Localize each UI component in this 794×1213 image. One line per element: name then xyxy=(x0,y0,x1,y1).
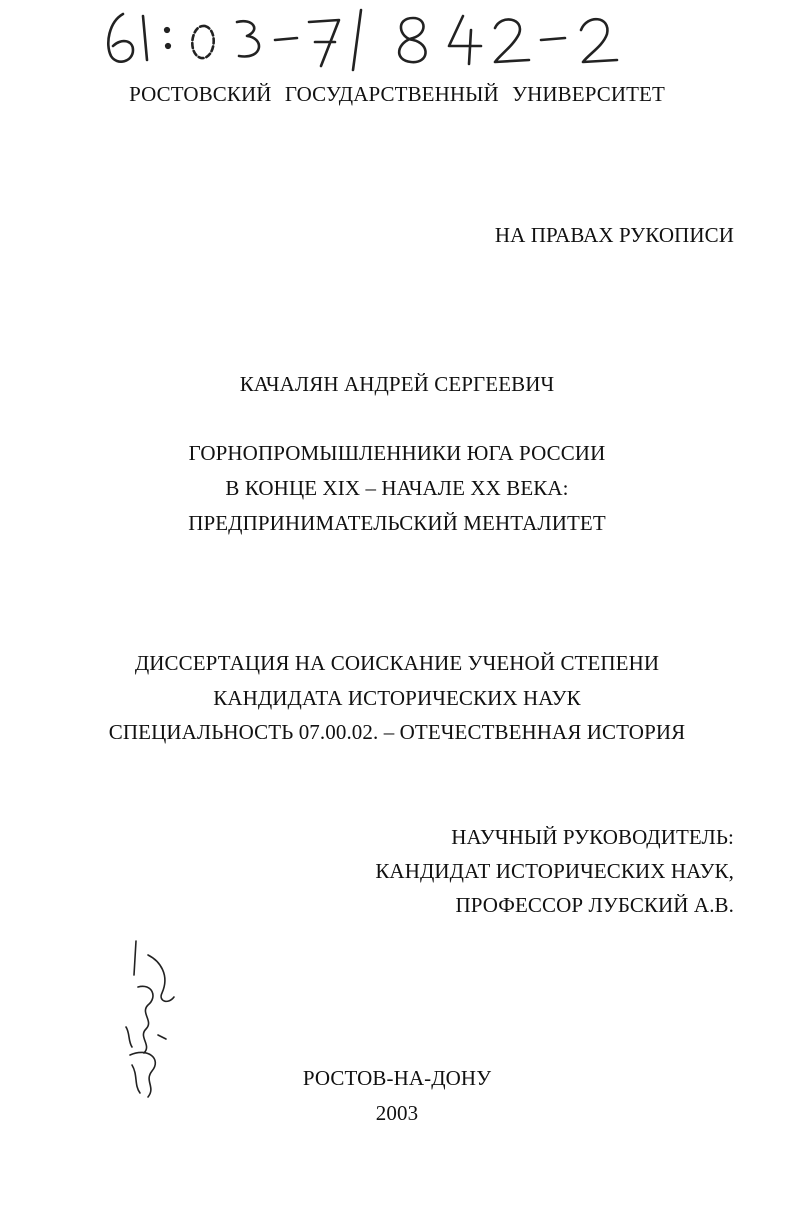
supervisor-line-1: НАУЧНЫЙ РУКОВОДИТЕЛЬ: xyxy=(451,825,734,849)
manuscript-rights: НА ПРАВАХ РУКОПИСИ xyxy=(494,223,734,247)
dissertation-line-1: ДИССЕРТАЦИЯ НА СОИСКАНИЕ УЧЕНОЙ СТЕПЕНИ xyxy=(134,651,660,675)
dissertation-line-3: СПЕЦИАЛЬНОСТЬ 07.00.02. – ОТЕЧЕСТВЕННАЯ ИСТОРИЯ xyxy=(108,720,686,744)
handwritten-catalog-number xyxy=(95,4,695,74)
city: РОСТОВ-НА-ДОНУ xyxy=(302,1066,492,1090)
dissertation-line-2: КАНДИДАТА ИСТОРИЧЕСКИХ НАУК xyxy=(213,686,581,710)
supervisor-line-3: ПРОФЕССОР ЛУБСКИЙ А.В. xyxy=(455,893,734,917)
title-line-2: В КОНЦЕ XIX – НАЧАЛЕ XX ВЕКА: xyxy=(225,476,569,500)
title-line-3: ПРЕДПРИНИМАТЕЛЬСКИЙ МЕНТАЛИТЕТ xyxy=(188,511,606,535)
title-line-1: ГОРНОПРОМЫШЛЕННИКИ ЮГА РОССИИ xyxy=(188,441,606,465)
university-name: РОСТОВСКИЙ ГОСУДАРСТВЕННЫЙ УНИВЕРСИТЕТ xyxy=(129,82,665,106)
author-name: КАЧАЛЯН АНДРЕЙ СЕРГЕЕВИЧ xyxy=(239,372,555,396)
year: 2003 xyxy=(375,1101,419,1125)
supervisor-line-2: КАНДИДАТ ИСТОРИЧЕСКИХ НАУК, xyxy=(375,859,734,883)
